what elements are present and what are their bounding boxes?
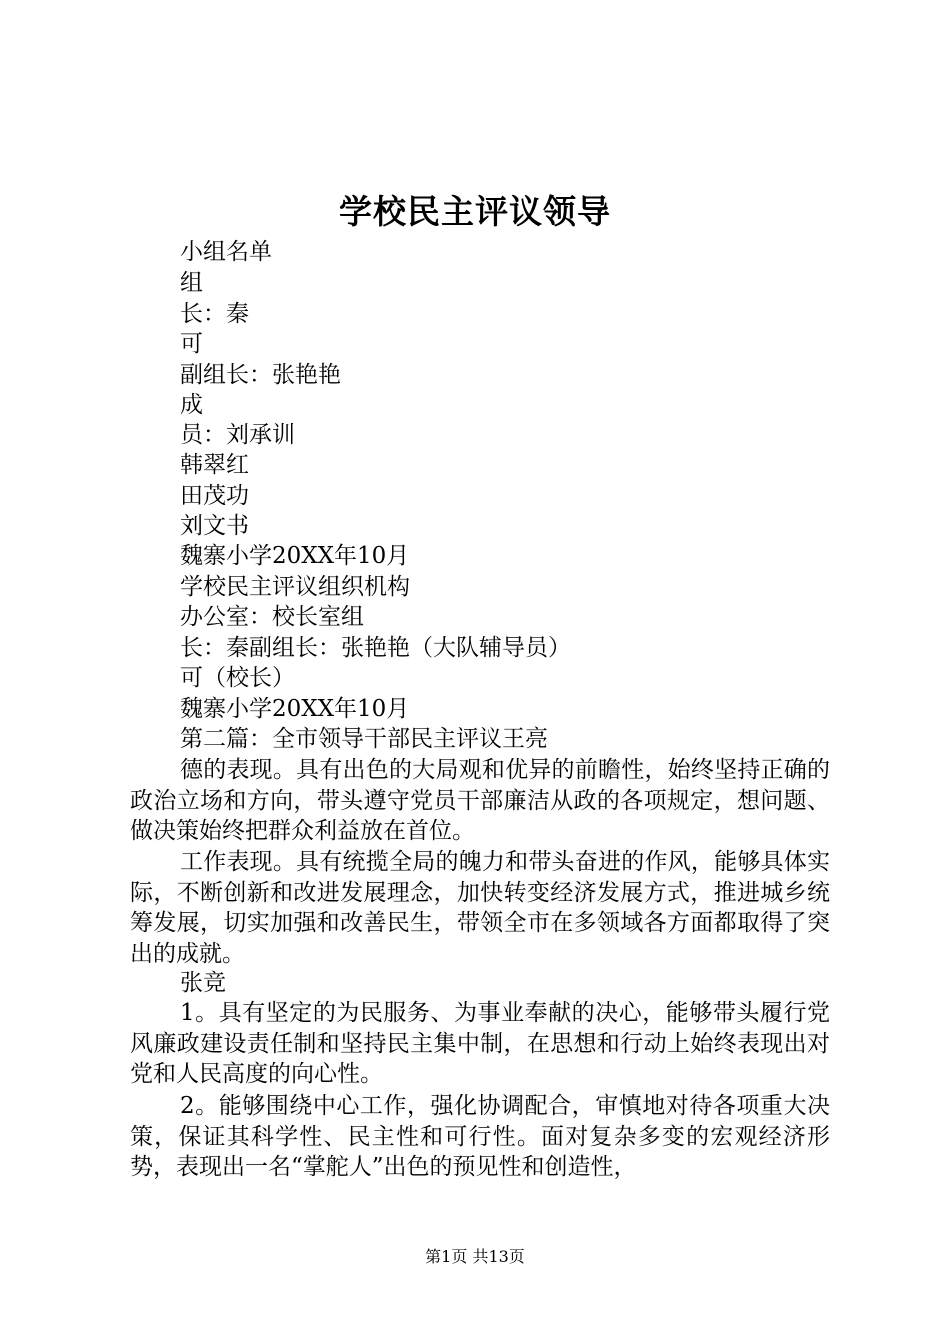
name-line: 张竞 — [180, 970, 226, 996]
section-heading: 第二篇：全市领导干部民主评议王亮 — [180, 726, 548, 752]
document-title: 学校民主评议领导 — [339, 192, 611, 231]
numbered-paragraph: 1。具有坚定的为民服务、为事业奉献的决心，能够带头履行党风廉政建设责任制和坚持民主集中制，在思想和行动上始终表现出对党和人民高度的向心性。 — [130, 1000, 830, 1087]
text-line: 长：秦副组长：张艳艳（大队辅导员） — [180, 635, 571, 661]
text-line: 可 — [180, 331, 203, 357]
text-line: 成 — [180, 392, 203, 418]
text-line: 田茂功 — [180, 483, 249, 509]
paragraph: 工作表现。具有统揽全局的魄力和带头奋进的作风，能够具体实际，不断创新和改进发展理念，加快转变经济发展方式，推进城乡统筹发展，切实加强和改善民生，带领全市在多领域各方面都取得了突出的成就。 — [130, 849, 830, 967]
text-line: 刘文书 — [180, 513, 249, 539]
text-line: 长：秦 — [180, 301, 249, 327]
text-line: 员：刘承训 — [180, 422, 295, 448]
text-line: 组 — [180, 270, 203, 296]
text-line: 小组名单 — [180, 239, 272, 265]
text-line: 韩翠红 — [180, 452, 249, 478]
text-line: 魏寨小学20XX年10月 — [180, 696, 410, 722]
text-line: 副组长：张艳艳 — [180, 362, 341, 388]
text-line: 学校民主评议组织机构 — [180, 574, 410, 600]
numbered-paragraph: 2。能够围绕中心工作，强化协调配合，审慎地对待各项重大决策，保证其科学性、民主性和可行性。面对复杂多变的宏观经济形势，表现出一名“掌舵人”出色的预见性和创造性， — [130, 1093, 830, 1180]
page-footer: 第1页 共13页 — [425, 1247, 525, 1266]
paragraph: 德的表现。具有出色的大局观和优异的前瞻性，始终坚持正确的政治立场和方向，带头遵守党员干部廉洁从政的各项规定，想问题、做决策始终把群众利益放在首位。 — [130, 757, 830, 844]
text-line: 可（校长） — [180, 665, 295, 691]
text-line: 办公室：校长室组 — [180, 604, 364, 630]
text-line: 魏寨小学20XX年10月 — [180, 543, 410, 569]
